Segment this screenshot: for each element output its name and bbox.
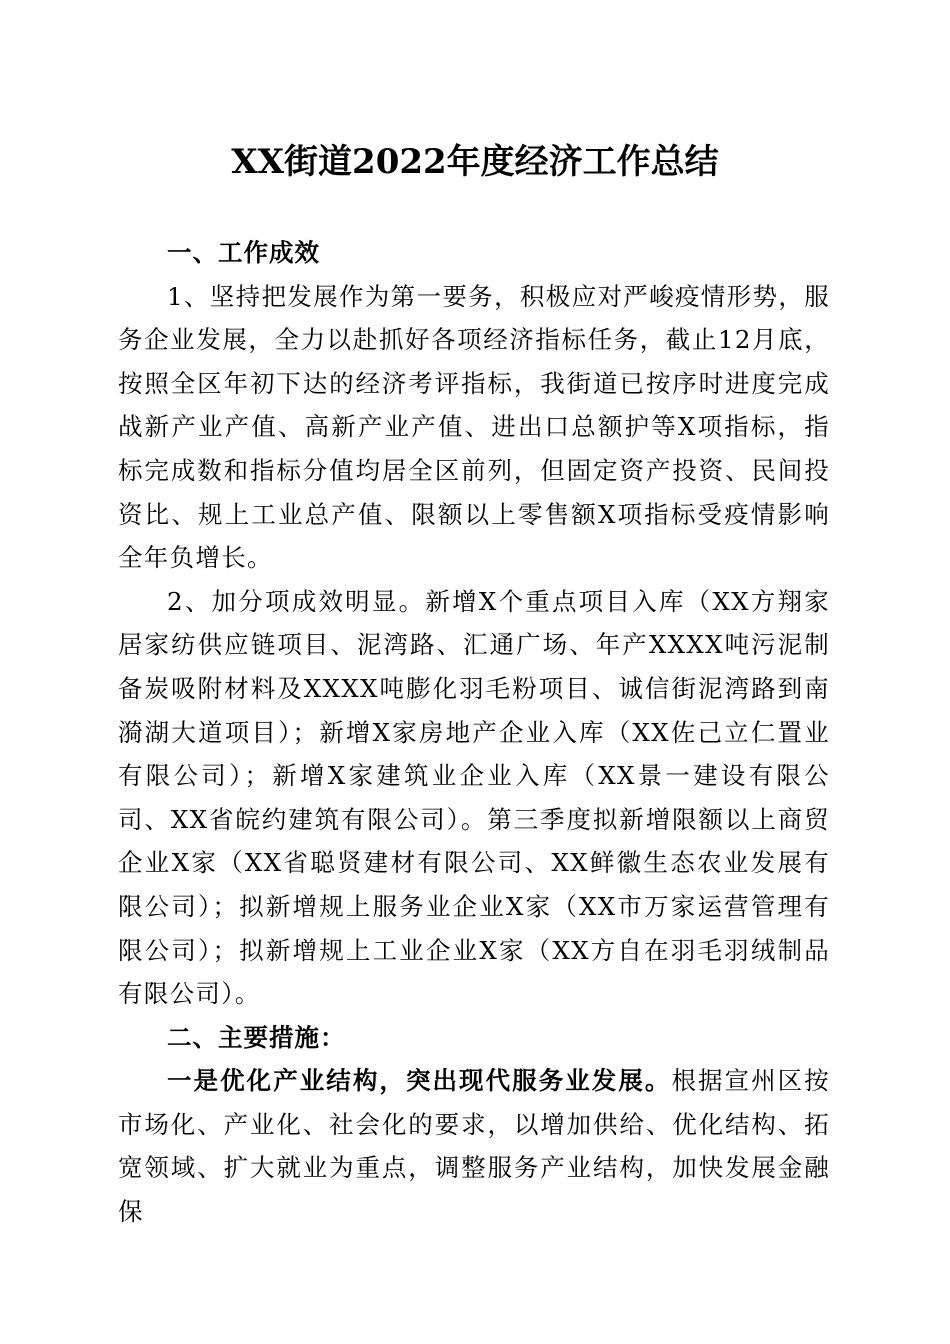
paragraph-measure-1 [118,1059,830,1233]
paragraph-measure-1-lead: 一是优化产业结构，突出现代服务业发展。 [167,1066,672,1096]
section-heading-achievements: 一、工作成效 [167,238,320,267]
paragraph-achievement-2: 2、加分项成效明显。新增X个重点项目入库（XX方翔家居家纺供应链项目、泥湾路、汇通广场、年产XXXX吨污泥制备炭吸附材料及XXXX吨膨化羽毛粉项目、诚信街泥湾路到南漪湖大道项目）；新增X家房地产企业入库（XX佐己立仁置业有限公司）；新增X家建筑业企业入库（XX景一建设有限公司、XX省皖约建筑有限公司）。第三季度拟新增限额以上商贸企业X家（XX省聪贤建材有限公司、XX鲜徽生态农业发展有限公司）；拟新增规上服务业企业X家（XX市万家运营管理有限公司）；拟新增规上工业企业X家（XX方自在羽毛羽绒制品有限公司）。 [118,586,830,1009]
section-heading-measures: 二、主要措施： [167,1022,346,1052]
paragraph-measure-1-text: 根据宣州区按市场化、产业化、社会化的要求，以增加供给、优化结构、拓宽领域、扩大就业为重点，调整服务产业结构，加快发展金融保 [118,1066,830,1227]
paragraph-achievement-1: 1、坚持把发展作为第一要务，积极应对严峻疫情形势，服务企业发展，全力以赴抓好各项经济指标任务，截止12月底，按照全区年初下达的经济考评指标，我街道已按序时进度完成战新产业产值、高新产业产值、进出口总额护等X项指标，指标完成数和指标分值均居全区前列，但固定资产投资、民间投资比、规上工业总产值、限额以上零售额X项指标受疫情影响全年负增长。 [118,281,830,573]
document-title: XX街道2022年度经济工作总结 [231,142,719,182]
document-body [118,231,830,1234]
